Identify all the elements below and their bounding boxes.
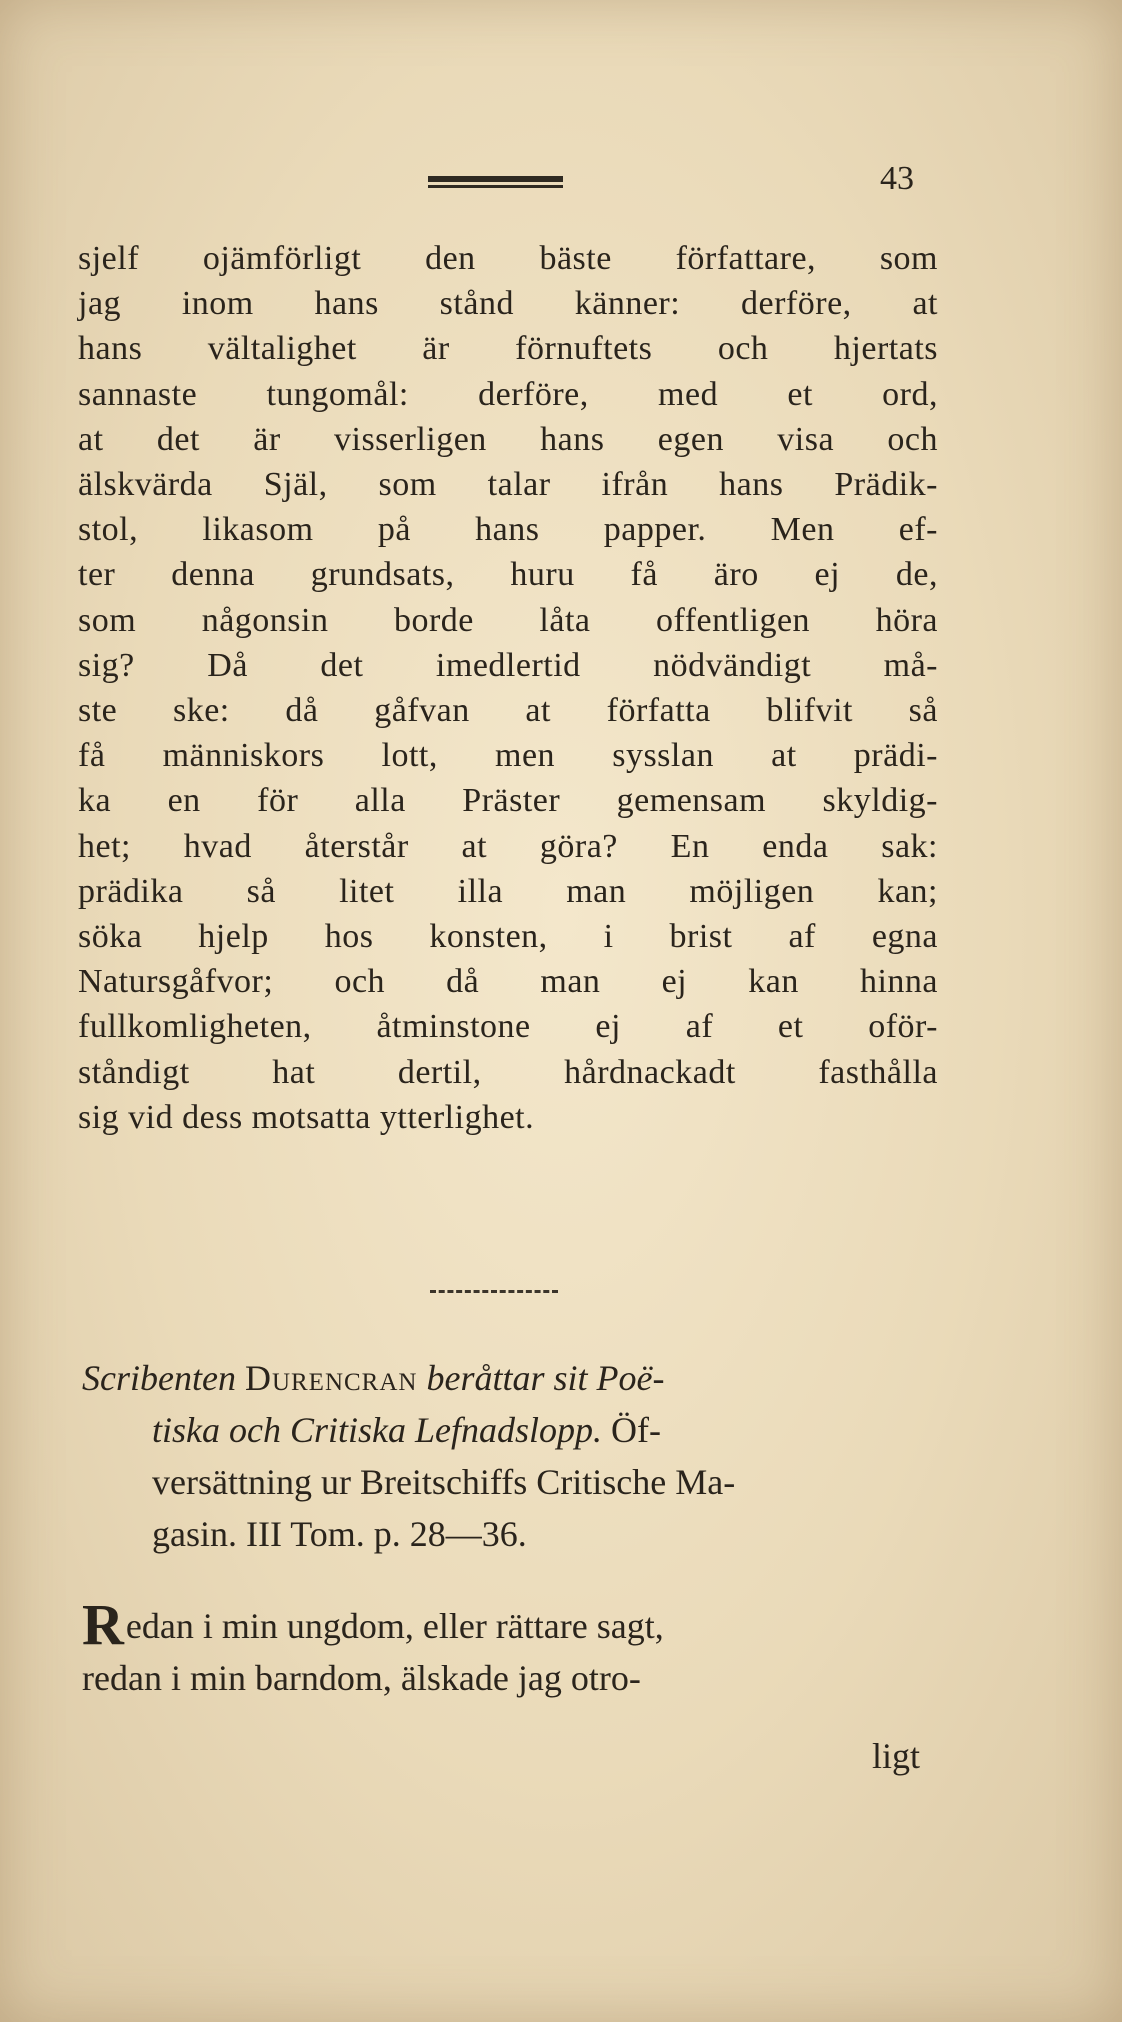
heading-author-name: Durencran <box>244 1358 418 1398</box>
body-paragraph <box>78 236 938 1140</box>
body-line: söka hjelp hos konsten, i brist af egna <box>78 918 938 956</box>
heading-word-scribenten: Scribenten <box>82 1358 236 1398</box>
body-line: få människors lott, men sysslan at prädi- <box>78 737 938 775</box>
body-line: hans vältalighet är förnuftets och hjertats <box>78 330 938 368</box>
body-line: ste ske: då gåfvan at författa blifvit så <box>78 692 938 730</box>
header-rule-thick <box>428 176 563 182</box>
body-line: het; hvad återstår at göra? En enda sak: <box>78 827 938 865</box>
header-ornament-rule <box>428 176 563 190</box>
opening-line-2: redan i min barndom, älskade jag otro- <box>82 1658 641 1698</box>
body-line: sig vid dess motsatta ytterlighet. <box>78 1098 535 1136</box>
header-rule-thin <box>428 185 563 188</box>
heading-word-berattar: beråttar sit Poë- <box>426 1358 665 1398</box>
heading-italic-phrase: tiska och Critiska Lefnadslopp. <box>152 1410 602 1450</box>
catchword: ligt <box>872 1736 921 1776</box>
heading-line-2 <box>82 1404 942 1456</box>
drop-cap: R <box>82 1592 124 1657</box>
body-line: jag inom hans stånd känner: derföre, at <box>78 285 938 323</box>
section-divider <box>430 1290 558 1296</box>
body-line: fullkomligheten, åtminstone ej af et oför- <box>78 1008 938 1046</box>
body-line: ståndigt hat dertil, hårdnackadt fasthålla <box>78 1053 938 1091</box>
body-line: älskvärda Själ, som talar ifrån hans Prädik- <box>78 466 938 504</box>
heading-line-3: versättning ur Breitschiffs Critische Ma- <box>152 1462 736 1502</box>
section-heading <box>82 1352 942 1560</box>
body-line: Natursgåfvor; och då man ej kan hinna <box>78 963 938 1001</box>
heading-line-4: gasin. III Tom. p. 28—36. <box>152 1514 527 1554</box>
body-line: ter denna grundsats, huru få äro ej de, <box>78 556 938 594</box>
opening-line-1-text: edan i min ungdom, eller rättare sagt, <box>125 1606 664 1646</box>
body-line: prädika så litet illa man möjligen kan; <box>78 872 938 910</box>
body-line: sannaste tungomål: derföre, med et ord, <box>78 375 938 413</box>
heading-line-1 <box>82 1352 942 1404</box>
heading-word-ofversattning: Öf- <box>611 1410 661 1450</box>
body-line: sjelf ojämförligt den bäste författare, som <box>78 240 938 277</box>
body-line: sig? Då det imedlertid nödvändigt må- <box>78 646 938 684</box>
body-line: ka en för alla Präster gemensam skyldig- <box>78 782 938 820</box>
body-line: som någonsin borde låta offentligen höra <box>78 601 938 639</box>
opening-paragraph <box>82 1592 942 1704</box>
body-line: at det är visserligen hans egen visa och <box>78 420 938 458</box>
opening-line-1 <box>82 1592 942 1657</box>
body-line: stol, likasom på hans papper. Men ef- <box>78 511 938 549</box>
page-number: 43 <box>880 160 914 197</box>
